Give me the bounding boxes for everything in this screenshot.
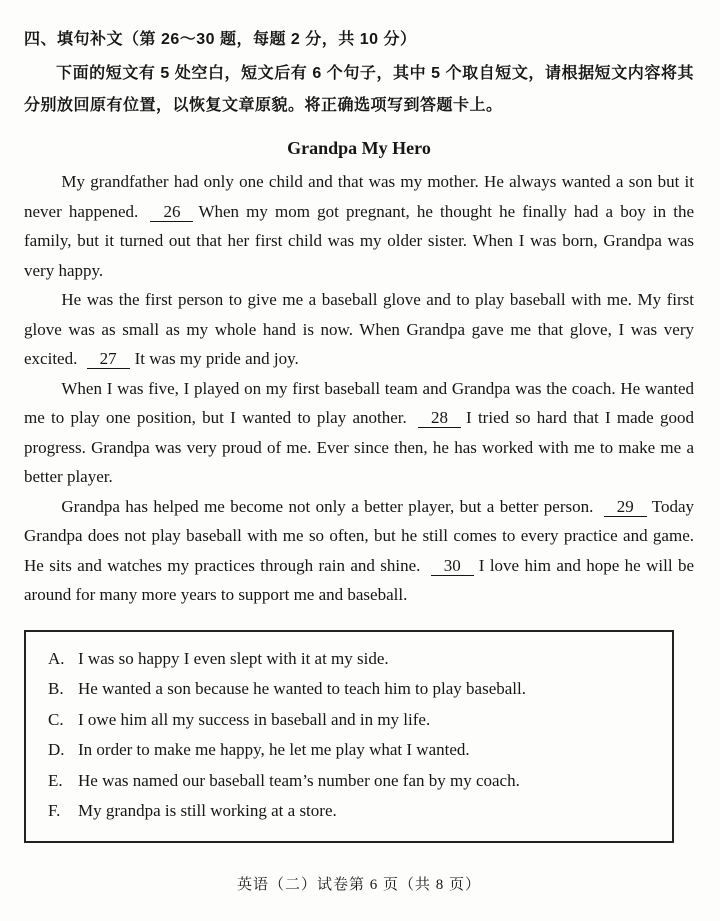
option-text: He wanted a son because he wanted to teach him to play baseball.	[78, 679, 526, 698]
option-label: F.	[48, 801, 61, 820]
option-label: E.	[48, 770, 63, 790]
section-heading: 四、填句补文（第 26～30 题，每题 2 分，共 10 分）	[24, 31, 417, 48]
blank-28: 28	[418, 408, 461, 428]
option-text: He was named our baseball team’s number one fan by my coach.	[78, 770, 520, 790]
option-row	[48, 674, 664, 705]
section-instructions: 下面的短文有 5 处空白，短文后有 6 个句子，其中 5 个取自短文，请根据短文内容将其分别放回原有位置，以恢复文章原貌。将正确选项写到答题卡上。	[24, 65, 694, 114]
passage-body	[24, 167, 694, 610]
option-text: In order to make me happy, he let me play what I wanted.	[78, 740, 470, 759]
option-row	[48, 705, 664, 736]
option-text: I was so happy I even slept with it at my side.	[78, 648, 389, 668]
options-box	[24, 630, 674, 843]
passage-paragraph: He was the first person to give me a baseball glove and to play baseball with me. My first glove was as small as my whole hand is now. When Grandpa gave me that glove, I was very excited. 27 It was my pride and joy.	[24, 290, 694, 368]
passage-paragraph: When I was five, I played on my first baseball team and Grandpa was the coach. He wanted me to play one position, but I wanted to play another. 28 I tried so hard that I made good progress. Grandpa was very proud of me. Ever since then, he has worked with me to make me a better player.	[24, 378, 694, 486]
blank-30: 30	[431, 556, 474, 576]
option-label: A.	[48, 648, 65, 668]
option-label: C.	[48, 709, 64, 729]
blank-27: 27	[87, 349, 130, 369]
passage-title: Grandpa My Hero	[287, 138, 431, 158]
option-row	[48, 644, 664, 675]
option-row	[48, 796, 664, 827]
passage-paragraph: My grandfather had only one child and that was my mother. He always wanted a son but it never happened. 26 When my mom got pregnant, he thought he finally had a boy in the family, but it turned out that her first child was my older sister. When I was born, Grandpa was very happy.	[24, 172, 694, 280]
option-label: D.	[48, 740, 65, 759]
option-label: B.	[48, 679, 64, 698]
option-row	[48, 735, 664, 766]
option-text: I owe him all my success in baseball and in my life.	[78, 709, 431, 729]
option-row	[48, 766, 664, 797]
passage-paragraph: Grandpa has helped me become not only a better player, but a better person. 29 Today Grandpa does not play baseball with me so often, but he still comes to every practice and game. He sits and watches my practices through rain and shine. 30 I love him and hope he will be around for many more years to support me and baseball.	[24, 496, 694, 604]
page-footer: 英语（二）试卷第 6 页（共 8 页）	[236, 876, 481, 893]
blank-29: 29	[604, 497, 647, 517]
option-text: My grandpa is still working at a store.	[78, 801, 337, 820]
blank-26: 26	[150, 202, 193, 222]
